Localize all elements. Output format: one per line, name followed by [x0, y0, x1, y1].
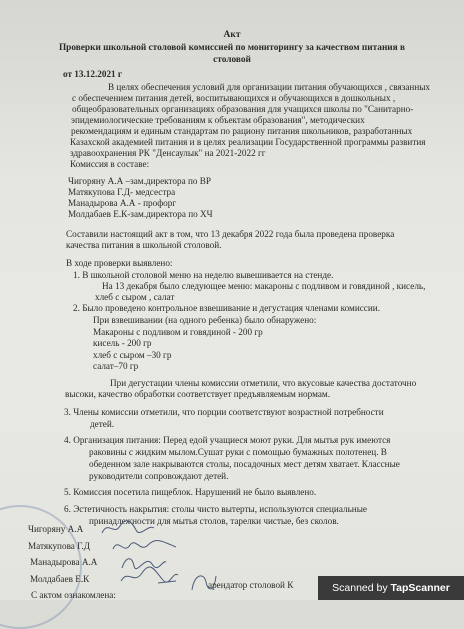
item-6: 6. Эстетичность накрытия: столы чисто вытерты, используются специальные [64, 504, 367, 514]
intro-line: В целях обеспечения условий для организации питания обучающихся , связанных [108, 82, 431, 92]
item-2-line: кисель - 200 гр [93, 338, 152, 348]
compiled-line: качества питания в школьной столовой. [66, 240, 222, 250]
intro-line: общеобразовательных организациях образования для учащихся школы по "Санитарно- [72, 104, 414, 114]
item-2-line: Макароны с подливом и говядиной - 200 гр [93, 327, 263, 337]
item-2: 2. Было проведено контрольное взвешивание и дегустация членами комиссии. [73, 303, 381, 313]
signature-name: Молдабаев Е.К [30, 574, 90, 584]
member-line: Матякупова Г.Д- медсестра [68, 187, 176, 197]
intro-line: эпидемиологические требованиям к объектам образования", методических [71, 115, 365, 125]
item-5: 5. Комиссия посетила пищеблок. Нарушений не было выявлено. [64, 487, 317, 497]
scanner-watermark [318, 576, 464, 600]
tasting-line: высоки, качество обработки соответствует предъявляемым нормам. [65, 389, 331, 399]
item-3-line: детей. [90, 419, 115, 429]
item-2-line: салат–70 гр [93, 361, 139, 371]
revealed-heading: В ходе проверки выявлено: [66, 258, 173, 268]
member-line: Молдабаев Е.К-зам.директора по ХЧ [68, 209, 213, 219]
item-1-line: хлеб с сыром , салат [95, 292, 175, 302]
scanner-prefix: Scanned by [332, 582, 388, 594]
intro-line: с обеспечением питания детей, воспитывающихся и обучающихся в дошкольных , [72, 93, 396, 103]
item-2-line: При взвешивании (на одного ребенка) было обнаружено: [93, 315, 317, 325]
item-6-line: принадлежности для мытья столов, тарелки чистые, без сколов. [89, 516, 339, 526]
signature-scribble [118, 565, 180, 587]
intro-line: здравоохранения РК "Денсаулык" на 2021-2022 гг [70, 148, 266, 158]
compiled-line: Составили настоящий акт в том, что 13 декабря 2022 года была проведена проверка [66, 229, 395, 239]
doc-title-line2: Проверки школьной столовой комиссией по мониторингу за качеством питания в [58, 43, 406, 53]
item-3: 3. Члены комиссии отметили, что порции соответствуют возрастной потребности [64, 407, 384, 417]
item-4-line: обеденном зале накрываются столы, посадочных мест детям хватает. Классные [89, 459, 400, 469]
member-line: Чигоряну А.А –зам.директора по ВР [68, 176, 212, 186]
signature-name: Чигоряну А.А [28, 524, 84, 534]
item-4-line: руководители сопровождают детей. [89, 471, 229, 481]
tenant-label: арендатор столовой К [208, 580, 294, 590]
tasting-line: При дегустации члены комиссии отметили, что вкусовые качества достаточно [110, 378, 417, 388]
scanner-brand: TapScanner [390, 582, 450, 594]
item-4: 4. Организация питания: Перед едой учащиеся моют руки. Для мытья рук имеются [64, 435, 391, 445]
signature-scribble [188, 568, 218, 596]
signature-name: Матякупова Г.Д [28, 541, 90, 551]
item-1: 1. В школьной столовой меню на неделю вывешивается на стенде. [73, 270, 334, 280]
doc-date: от 13.12.2021 г [63, 69, 123, 79]
intro-line: Казахской академией питания и в целях реализации Государственной программы развития [70, 137, 426, 147]
member-line: Манадырова А.А - профорг [68, 198, 177, 208]
intro-line: Комиссия в составе: [70, 159, 150, 169]
item-1-line: На 13 декабря было следующее меню: макароны с подливом и говядиной , кисель, [102, 281, 426, 291]
signature-name: Манадырова А.А [30, 557, 98, 567]
doc-title: Акт [223, 30, 241, 40]
acquainted-label: С актом ознакомлена: [31, 590, 116, 600]
intro-line: рекомендациям и единым стандартам по рациону питания школьников, разработанных [71, 126, 413, 136]
doc-title-line3: столовой [213, 55, 251, 65]
item-4-line: раковины с жидким мылом.Сушат руки с помощью бумажных полотенец. В [89, 447, 387, 457]
item-2-line: хлеб с сыром –30 гр [93, 350, 172, 360]
